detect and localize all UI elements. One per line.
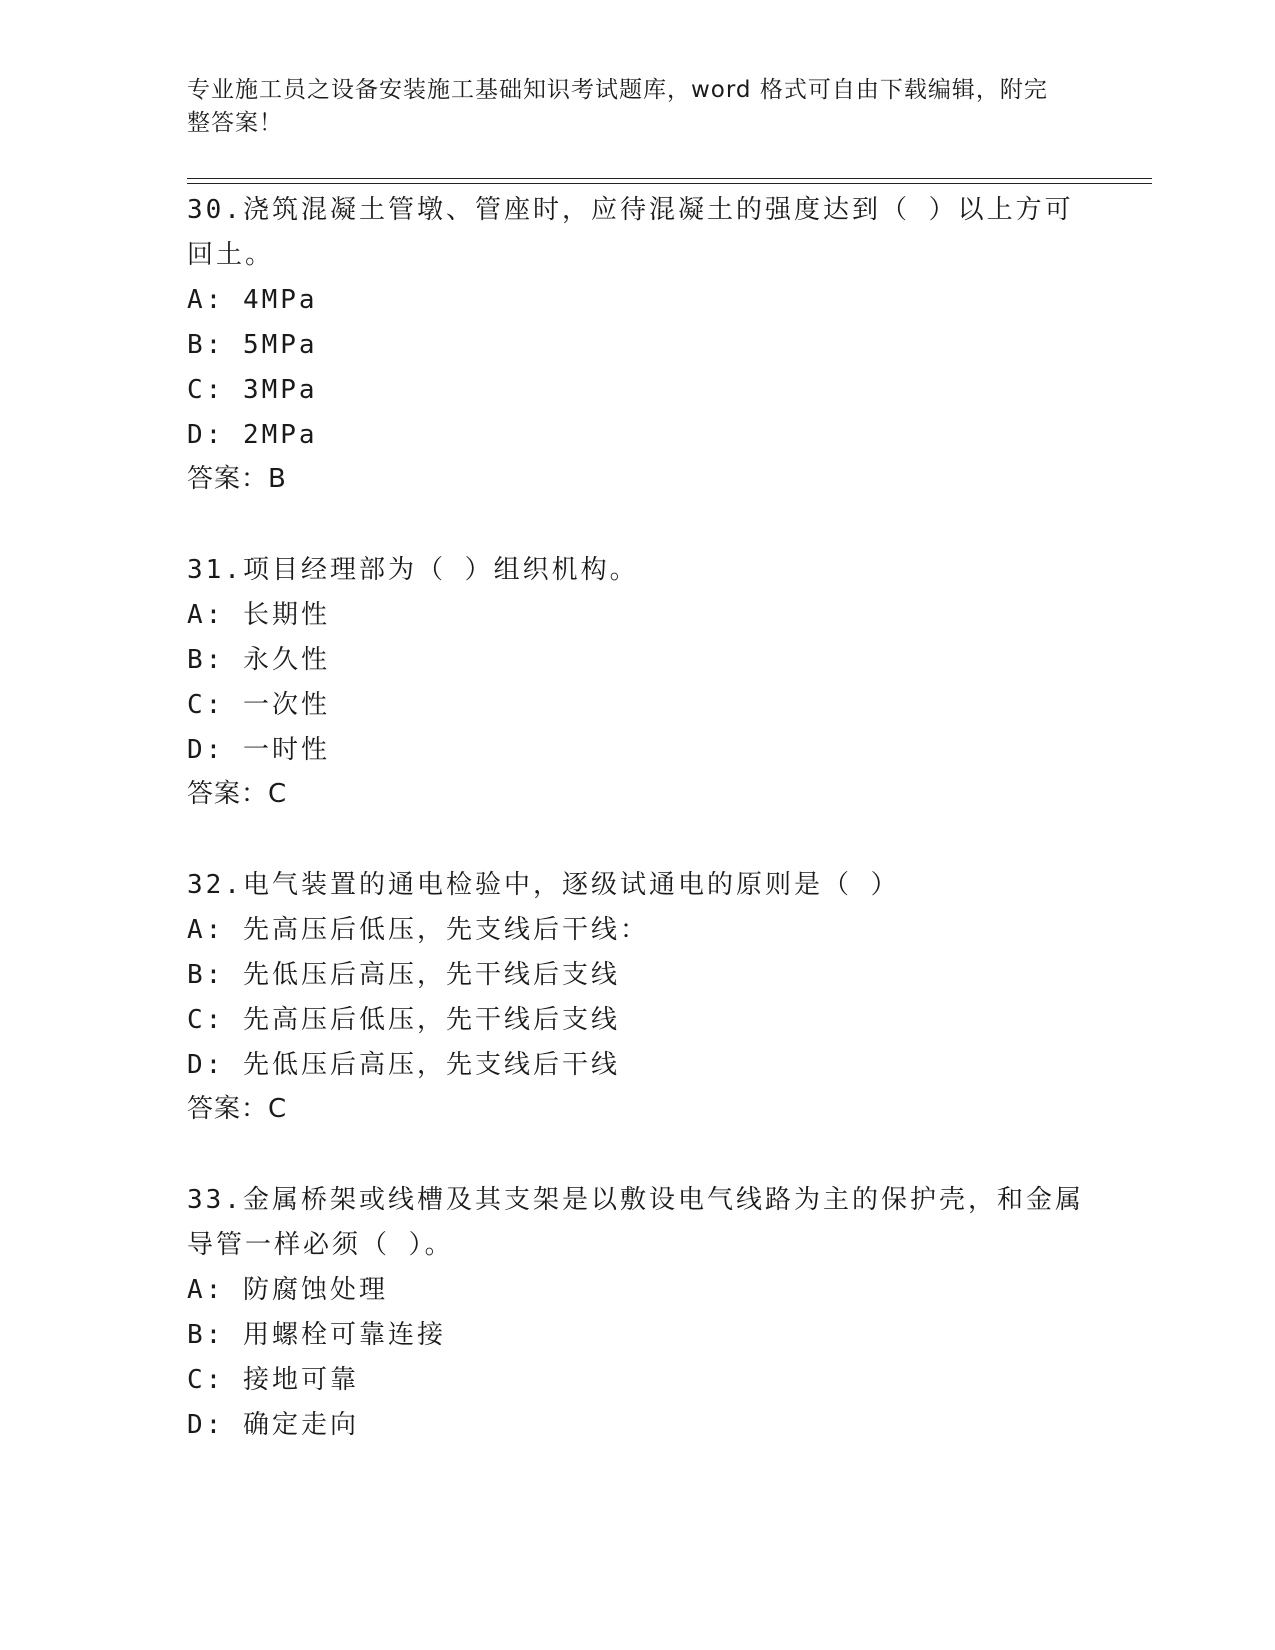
question-32-option-d: D: 先低压后高压，先支线后干线 [187, 1050, 620, 1080]
question-33-stem-line-1: 33.金属桥架或线槽及其支架是以敷设电气线路为主的保护壳，和金属 [187, 1185, 1084, 1215]
question-32-option-c: C: 先高压后低压，先干线后支线 [187, 1005, 620, 1035]
question-31-option-c: C: 一次性 [187, 690, 330, 720]
question-32-option-b: B: 先低压后高压，先干线后支线 [187, 960, 620, 990]
question-32-answer: 答案：C [187, 1094, 288, 1124]
question-31-option-b: B: 永久性 [187, 645, 330, 675]
question-31-stem: 31.项目经理部为（ ）组织机构。 [187, 555, 639, 585]
question-30-option-b: B: 5MPa [187, 330, 318, 360]
question-33-option-a: A: 防腐蚀处理 [187, 1275, 388, 1305]
question-32-option-a: A: 先高压后低压，先支线后干线： [187, 915, 649, 945]
question-30-stem-line-2: 回土。 [187, 240, 275, 270]
question-33-stem-line-2: 导管一样必须（ ）。 [187, 1230, 454, 1260]
question-32-stem: 32.电气装置的通电检验中，逐级试通电的原则是（ ） [187, 870, 900, 900]
question-31-option-a: A: 长期性 [187, 600, 330, 630]
question-33-option-c: C: 接地可靠 [187, 1365, 359, 1395]
question-33-option-d: D: 确定走向 [187, 1410, 359, 1440]
document-header: 专业施工员之设备安装施工基础知识考试题库，word 格式可自由下载编辑，附完整答案！ [187, 77, 1048, 136]
question-33-option-b: B: 用螺栓可靠连接 [187, 1320, 446, 1350]
question-30-option-a: A: 4MPa [187, 285, 318, 315]
question-30-answer: 答案：B [187, 464, 287, 494]
question-30-option-c: C: 3MPa [187, 375, 318, 405]
question-31-option-d: D: 一时性 [187, 735, 330, 765]
header-divider-bottom [187, 183, 1152, 184]
question-30-option-d: D: 2MPa [187, 420, 318, 450]
header-divider-top [187, 178, 1152, 179]
question-31-answer: 答案：C [187, 779, 288, 809]
question-30-stem-line-1: 30.浇筑混凝土管墩、管座时，应待混凝土的强度达到（ ）以上方可 [187, 195, 1074, 225]
